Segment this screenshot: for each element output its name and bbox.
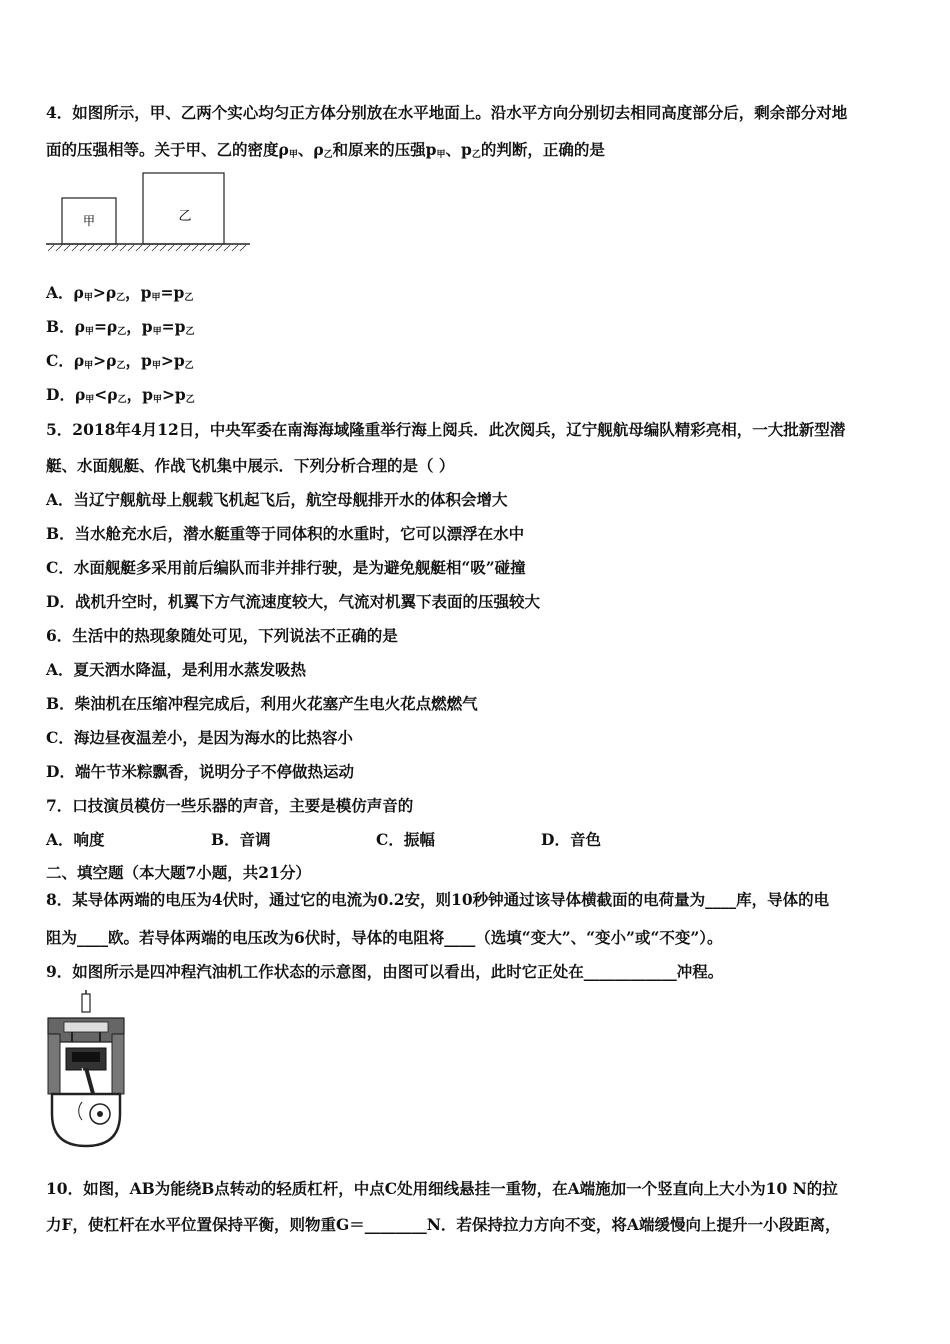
q4-line2: 面的压强相等。关于甲、乙的密度$\rho_甲$、$\rho_乙$和原来的压强$p_甲$、$p_乙$的判断，正确的是 <box>46 140 605 160</box>
q4-line1: 4．如图所示，甲、乙两个实心均匀正方体分别放在水平地面上。沿水平方向分别切去相同高度部分后，剩余部分对地 <box>46 103 848 122</box>
cylinder-wall-right <box>112 1034 124 1094</box>
q9-engine-figure <box>42 990 130 1150</box>
q4-option-b: B．$\rho_甲=\rho_乙$，$p_甲=p_乙$ <box>46 317 195 337</box>
q5-option-d: D．战机升空时，机翼下方气流速度较大，气流对机翼下表面的压强较大 <box>46 592 540 611</box>
q6-option-d: D．端午节米粽飘香，说明分子不停做热运动 <box>46 762 354 781</box>
q8-line1: 8．某导体两端的电压为4伏时，通过它的电流为0.2安，则10秒钟通过该导体横截面的电荷量为____库，导体的电 <box>46 890 830 909</box>
q10-line2: 力F，使杠杆在水平位置保持平衡，则物重G＝________N．若保持拉力方向不变，将A端缓慢向上提升一小段距离， <box>46 1215 841 1234</box>
cube-jia-label: 甲 <box>82 214 96 228</box>
q4-cubes-figure <box>44 168 252 256</box>
section-2-heading: 二、填空题（本大题7小题，共21分） <box>46 863 311 882</box>
q6-option-c: C．海边昼夜温差小，是因为海水的比热容小 <box>46 728 353 747</box>
q4-option-d: D．$\rho_甲<\rho_乙$，$p_甲>p_乙$ <box>46 385 195 405</box>
crankcase <box>52 1094 120 1146</box>
q5-option-a: A．当辽宁舰航母上舰载飞机起飞后，航空母舰排开水的体积会增大 <box>46 490 508 509</box>
cylinder-wall-left <box>48 1034 60 1094</box>
ground-hatch <box>48 245 246 251</box>
q6-option-b: B．柴油机在压缩冲程完成后，利用火花塞产生电火花点燃燃气 <box>46 694 478 713</box>
q7-option-c: C．振幅 <box>376 830 435 849</box>
q10-line1: 10．如图，AB为能绕B点转动的轻质杠杆，中点C处用细线悬挂一重物，在A端施加一个竖直向上大小为10 N的拉 <box>46 1179 838 1198</box>
q5-option-c: C．水面舰艇多采用前后编队而非并排行驶，是为避免舰艇相“吸”碰撞 <box>46 558 526 577</box>
q9-line1: 9．如图所示是四冲程汽油机工作状态的示意图，由图可以看出，此时它正处在____________冲程。 <box>46 962 724 981</box>
q6-line1: 6．生活中的热现象随处可见，下列说法不正确的是 <box>46 626 398 645</box>
q5-line2: 艇、水面舰艇、作战飞机集中展示．下列分析合理的是（ ） <box>46 456 455 475</box>
q7-option-a: A．响度 <box>46 830 105 849</box>
q7-option-b: B．音调 <box>211 830 271 849</box>
q7-line1: 7．口技演员模仿一些乐器的声音，主要是模仿声音的 <box>46 796 414 815</box>
q6-option-a: A．夏天洒水降温，是利用水蒸发吸热 <box>46 660 307 679</box>
q5-line1: 5．2018年4月12日，中央军委在南海海域隆重举行海上阅兵．此次阅兵，辽宁舰航母编队精彩亮相，一大批新型潜 <box>46 420 846 439</box>
q8-line2: 阻为____欧。若导体两端的电压改为6伏时，导体的电阻将____（选填“变大”、“变小”或“不变”）。 <box>46 928 723 947</box>
q7-option-d: D．音色 <box>541 830 601 849</box>
q4-option-a: A．$\rho_甲>\rho_乙$，$p_甲=p_乙$ <box>46 283 194 303</box>
cube-yi-label: 乙 <box>178 209 192 224</box>
spark-plug <box>82 994 90 1012</box>
q4-option-c: C．$\rho_甲>\rho_乙$，$p_甲>p_乙$ <box>46 351 194 371</box>
q5-option-b: B．当水舱充水后，潜水艇重等于同体积的水重时，它可以漂浮在水中 <box>46 524 525 543</box>
